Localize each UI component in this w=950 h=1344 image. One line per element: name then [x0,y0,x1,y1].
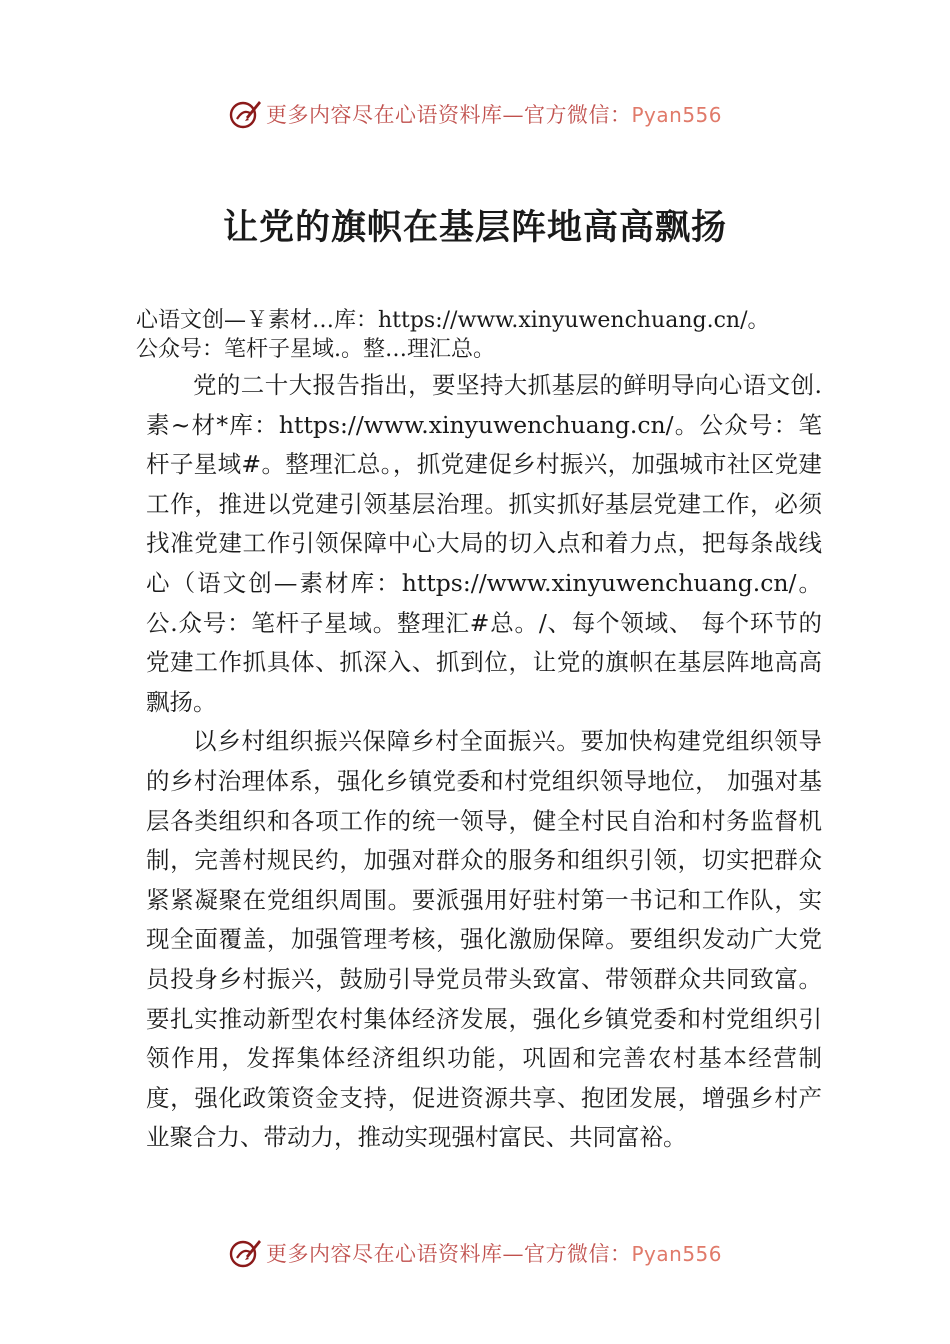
body-paragraph: 党的二十大报告指出，要坚持大抓基层的鲜明导向心语文创.素~材*库：https://www.xinyuwenchuang.cn/。公众号：笔杆子星域#。整理汇总。，抓党建促乡村振兴，加强城市社区党建工作，推进以党建引领基层治理。抓实抓好基层党建工作，必须找准党建工作引领保障中心大局的切入点和着力点，把每条战线心（语文创—素材库：https://www.xinyuwenchuang.cn/。公.众号：笔杆子星域。整理汇#总。/、每个领域、 每个环节的党建工作抓具体、抓深入、抓到位，让党的旗帜在基层阵地高高飘扬。 [146,371,822,716]
banner-text [266,1238,722,1268]
lead-block [136,306,836,364]
lead-line: 心语文创—￥素材…库：https://www.xinyuwenchuang.cn/。 [136,308,770,333]
footer-banner [0,1233,950,1273]
pen-seal-logo-icon [228,97,262,131]
wechat-id: Pyan556 [631,1242,722,1266]
document-body [146,366,822,1158]
header-banner [0,94,950,134]
banner-text [266,99,722,129]
document-title: 让党的旗帜在基层阵地高高飘扬 [222,207,727,248]
body-paragraph: 以乡村组织振兴保障乡村全面振兴。要加快构建党组织领导的乡村治理体系，强化乡镇党委和村党组织领导地位， 加强对基层各类组织和各项工作的统一领导，健全村民自治和村务监督机制，完善村规民约，加强对群众的服务和组织引领，切实把群众紧紧凝聚在党组织周围。要派强用好驻村第一书记和工作队，实现全面覆盖，加强管理考核，强化激励保障。要组织发动广大党员投身乡村振兴，鼓励引导党员带头致富、带领群众共同致富。要扎实推动新型农村集体经济发展，强化乡镇党委和村党组织引领作用，发挥集体经济组织功能，巩固和完善农村基本经营制度，强化政策资金支持，促进资源共享、抱团发展，增强乡村产业聚合力、带动力，推动实现强村富民、共同富裕。 [146,727,822,1152]
lead-line: 公众号：笔杆子星域.。整…理汇总。 [136,337,495,362]
pen-seal-logo-icon [228,1236,262,1270]
banner-label: 更多内容尽在心语资料库—官方微信： [265,1242,632,1266]
wechat-id: Pyan556 [631,103,722,127]
banner-label: 更多内容尽在心语资料库—官方微信： [265,103,632,127]
